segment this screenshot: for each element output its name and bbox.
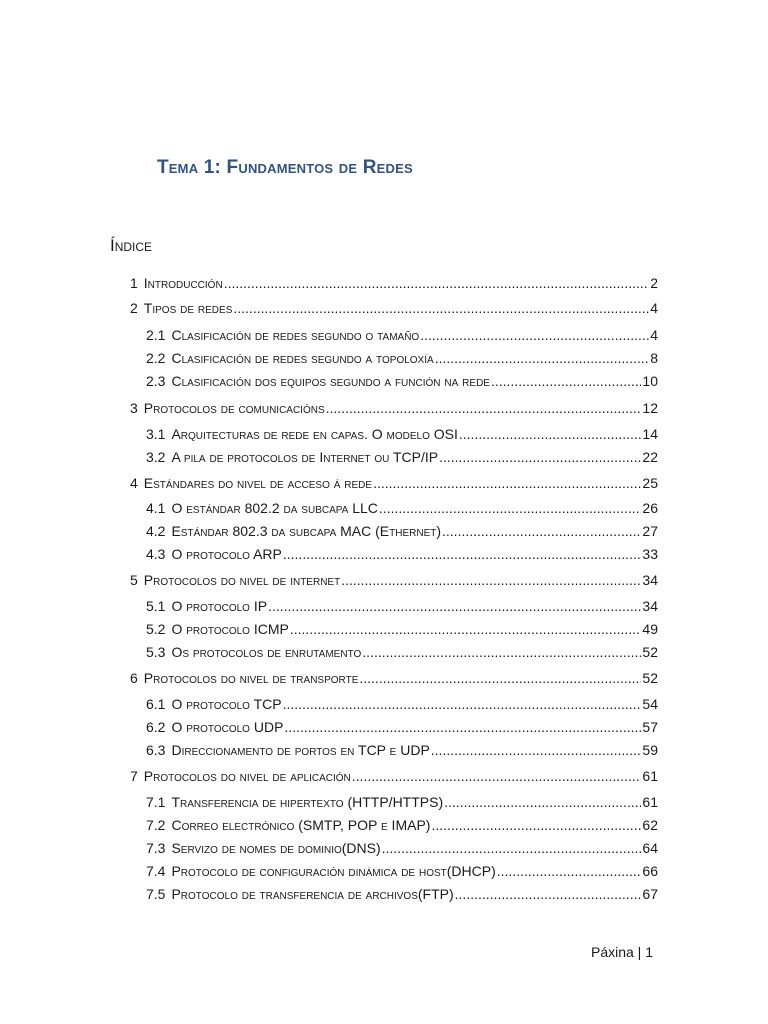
toc-page-number: 52	[642, 644, 658, 660]
toc-number: 7.5	[146, 886, 166, 902]
toc-entry[interactable]	[146, 815, 658, 835]
toc-leader-dots	[379, 498, 642, 518]
toc-leader-dots	[431, 740, 642, 760]
toc-page-number: 67	[642, 886, 658, 902]
toc-entry[interactable]	[130, 766, 658, 786]
toc-number: 2.2	[146, 350, 166, 366]
toc-number: 3.1	[146, 426, 166, 442]
toc-number: 7.1	[146, 794, 166, 810]
toc-title: Estándar 802.3 da subcapa MAC (Ethernet)	[171, 523, 442, 539]
toc-number: 1	[130, 275, 138, 291]
toc-entry[interactable]	[146, 447, 658, 467]
toc-title: Clasificación dos equipos segundo a función na rede	[171, 373, 490, 389]
toc-page-number: 33	[642, 546, 658, 562]
toc-page-number: 59	[642, 742, 658, 758]
page-footer: Páxina | 1	[590, 944, 653, 960]
toc-leader-dots	[283, 694, 642, 714]
toc-page-number: 25	[642, 475, 658, 491]
toc-page-number: 26	[642, 500, 658, 516]
toc-title: O protocolo ARP	[171, 546, 282, 562]
toc-leader-dots	[444, 792, 641, 812]
toc-page-number: 34	[642, 572, 658, 588]
toc-leader-dots	[491, 371, 641, 391]
toc-number: 2	[130, 300, 138, 316]
toc-page-number: 66	[642, 863, 658, 879]
toc-leader-dots	[435, 348, 650, 368]
toc-entry[interactable]	[146, 424, 658, 444]
toc-number: 5.2	[146, 621, 166, 637]
toc-page-number: 57	[642, 719, 658, 735]
index-heading: Índice	[110, 236, 153, 255]
toc-number: 4.3	[146, 546, 166, 562]
toc-entry[interactable]	[130, 298, 658, 318]
toc-number: 2.3	[146, 373, 166, 389]
toc-entry[interactable]	[146, 371, 658, 391]
toc-title: Protocolo de transferencia de archivos(FTP)	[171, 886, 454, 902]
toc-entry[interactable]	[146, 838, 658, 858]
toc-number: 5	[130, 572, 138, 588]
toc-page-number: 14	[642, 426, 658, 442]
toc-leader-dots	[459, 424, 642, 444]
toc-number: 7.2	[146, 817, 166, 833]
toc-entry[interactable]	[130, 668, 658, 688]
toc-title: Clasificación de redes segundo o tamaño	[171, 327, 420, 343]
toc-number: 3	[130, 400, 138, 416]
toc-leader-dots	[420, 325, 649, 345]
toc-entry[interactable]	[146, 642, 658, 662]
toc-page-number: 8	[650, 350, 658, 366]
page-title: Tema 1: Fundamentos de Redes	[157, 157, 413, 178]
toc-page-number: 4	[650, 300, 658, 316]
toc-leader-dots	[382, 838, 642, 858]
toc-entry[interactable]	[130, 473, 658, 493]
toc-entry[interactable]	[146, 325, 658, 345]
toc-title: A pila de protocolos de Internet ou TCP/IP	[171, 449, 439, 465]
toc-title: O protocolo TCP	[171, 696, 282, 712]
toc-page-number: 22	[642, 449, 658, 465]
toc-entry[interactable]	[146, 544, 658, 564]
toc-entry[interactable]	[146, 694, 658, 714]
toc-entry[interactable]	[146, 884, 658, 904]
toc-title: O protocolo IP	[171, 598, 268, 614]
toc-leader-dots	[326, 398, 642, 418]
toc-entry[interactable]	[146, 792, 658, 812]
toc-page-number: 52	[642, 670, 658, 686]
toc-title: Arquitecturas de rede en capas. O modelo OSI	[171, 426, 458, 442]
toc-number: 6.3	[146, 742, 166, 758]
toc-leader-dots	[341, 570, 641, 590]
toc-number: 4.2	[146, 523, 166, 539]
toc-leader-dots	[284, 717, 641, 737]
toc-number: 2.1	[146, 327, 166, 343]
toc-title: Correo electrónico (SMTP, POP e IMAP)	[171, 817, 431, 833]
toc-entry[interactable]	[146, 348, 658, 368]
toc-entry[interactable]	[146, 498, 658, 518]
toc-page-number: 2	[650, 275, 658, 291]
toc-page-number: 4	[650, 327, 658, 343]
toc-leader-dots	[497, 861, 642, 881]
toc-number: 5.1	[146, 598, 166, 614]
toc-page-number: 10	[642, 373, 658, 389]
toc-page-number: 61	[642, 768, 658, 784]
toc-entry[interactable]	[146, 740, 658, 760]
toc-title: Transferencia de hipertexto (HTTP/HTTPS)	[171, 794, 444, 810]
toc-page-number: 62	[642, 817, 658, 833]
toc-leader-dots	[442, 521, 641, 541]
toc-entry[interactable]	[146, 596, 658, 616]
toc-title: Servizo de nomes de dominio(DNS)	[171, 840, 381, 856]
toc-title: Protocolos do nivel de internet	[143, 572, 341, 588]
toc-leader-dots	[283, 544, 642, 564]
toc-leader-dots	[373, 473, 641, 493]
toc-entry[interactable]	[130, 570, 658, 590]
toc-number: 4	[130, 475, 138, 491]
toc-entry[interactable]	[146, 521, 658, 541]
toc-entry[interactable]	[130, 398, 658, 418]
toc-title: Clasificación de redes segundo a topoloxía	[171, 350, 434, 366]
toc-number: 7.4	[146, 863, 166, 879]
toc-title: Protocolos do nivel de transporte	[143, 670, 359, 686]
toc-leader-dots	[359, 668, 641, 688]
toc-title: Estándares do nivel de acceso á rede	[143, 475, 373, 491]
toc-number: 7	[130, 768, 138, 784]
toc-title: Tipos de redes	[143, 300, 233, 316]
toc-entry[interactable]	[130, 273, 658, 293]
toc-entry[interactable]	[146, 717, 658, 737]
toc-leader-dots	[290, 619, 642, 639]
toc-title: Direccionamento de portos en TCP e UDP	[171, 742, 430, 758]
toc-number: 6.1	[146, 696, 166, 712]
toc-title: O estándar 802.2 da subcapa LLC	[171, 500, 378, 516]
toc-leader-dots	[439, 447, 641, 467]
toc-entry[interactable]	[146, 619, 658, 639]
toc-title: O protocolo ICMP	[171, 621, 289, 637]
toc-page-number: 64	[642, 840, 658, 856]
toc-number: 7.3	[146, 840, 166, 856]
toc-page-number: 27	[642, 523, 658, 539]
toc-title: Protocolos de comunicacións	[143, 400, 325, 416]
toc-leader-dots	[352, 766, 642, 786]
toc-page-number: 49	[642, 621, 658, 637]
toc-leader-dots	[268, 596, 641, 616]
toc-entry[interactable]	[146, 861, 658, 881]
toc-number: 6	[130, 670, 138, 686]
toc-title: Introducción	[143, 275, 223, 291]
toc-title: Protocolo de configuración dinámica de host(DHCP)	[171, 863, 496, 879]
toc-number: 6.2	[146, 719, 166, 735]
toc-leader-dots	[224, 273, 650, 293]
toc-number: 5.3	[146, 644, 166, 660]
toc-page-number: 61	[642, 794, 658, 810]
toc-page-number: 34	[642, 598, 658, 614]
toc-leader-dots	[455, 884, 642, 904]
toc-title: Protocolos do nivel de aplicación	[143, 768, 351, 784]
toc-page-number: 54	[642, 696, 658, 712]
toc-number: 4.1	[146, 500, 166, 516]
toc-leader-dots	[362, 642, 641, 662]
toc-title: Os protocolos de enrutamento	[171, 644, 362, 660]
toc-leader-dots	[233, 298, 649, 318]
toc-page-number: 12	[642, 400, 658, 416]
toc-title: O protocolo UDP	[171, 719, 284, 735]
toc-number: 3.2	[146, 449, 166, 465]
toc-leader-dots	[431, 815, 641, 835]
